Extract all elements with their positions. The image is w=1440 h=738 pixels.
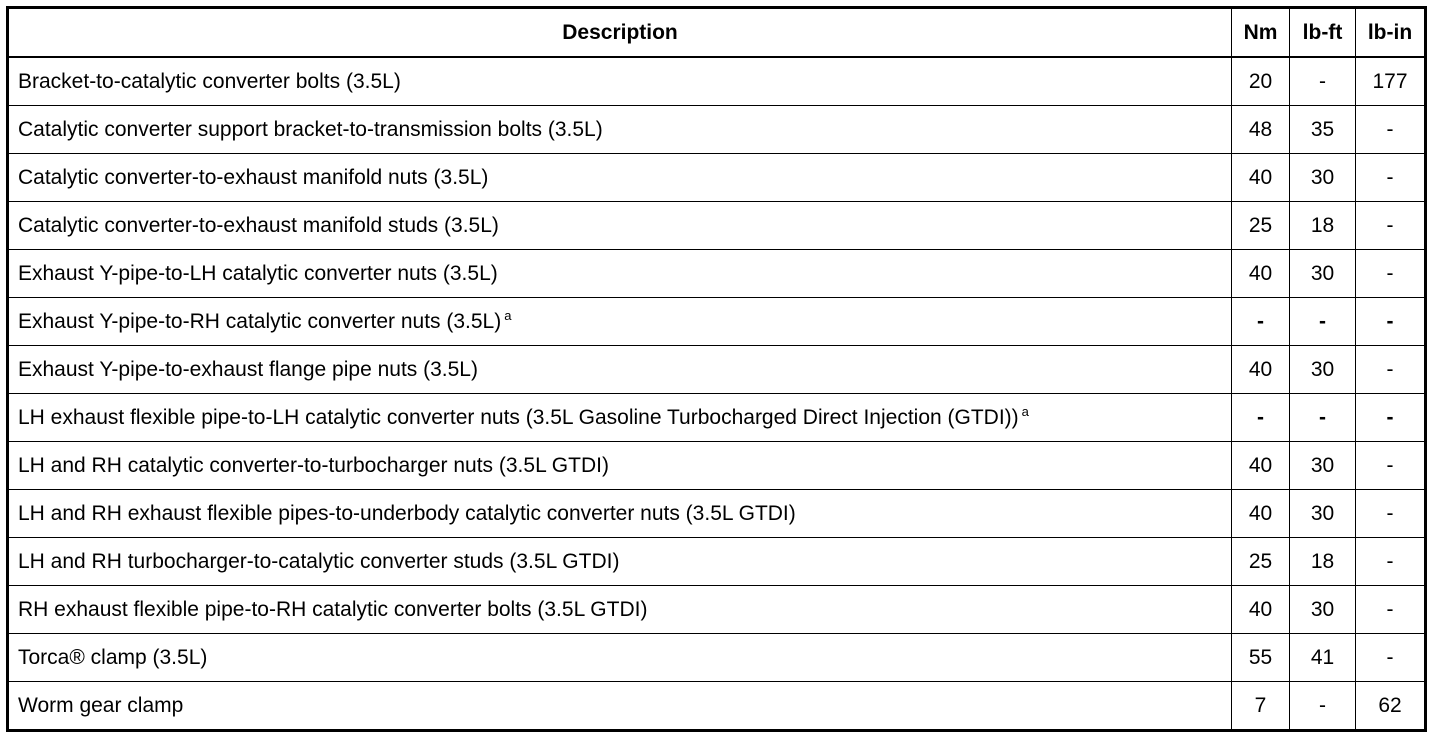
row-lbin-value: -	[1356, 154, 1426, 202]
row-description-cell	[8, 106, 1232, 154]
torque-spec-table	[6, 6, 1427, 732]
row-lbft-value: 30	[1290, 154, 1356, 202]
row-description: LH exhaust flexible pipe-to-LH catalytic converter nuts (3.5L Gasoline Turbocharged Direct Injection (GTDI))	[18, 406, 1019, 429]
table-header	[8, 8, 1426, 58]
table-row	[8, 538, 1426, 586]
row-nm-value: -	[1232, 394, 1290, 442]
row-lbft-value: 30	[1290, 490, 1356, 538]
row-description: Catalytic converter support bracket-to-transmission bolts (3.5L)	[18, 118, 603, 141]
row-lbft-value: 35	[1290, 106, 1356, 154]
table-body	[8, 57, 1426, 731]
footnote-marker: a	[1021, 404, 1029, 419]
row-nm-value: 25	[1232, 538, 1290, 586]
row-lbin-value: -	[1356, 634, 1426, 682]
row-description-cell	[8, 634, 1232, 682]
footnote-marker: a	[504, 308, 512, 323]
row-lbin-value: -	[1356, 490, 1426, 538]
row-lbft-value: -	[1290, 298, 1356, 346]
row-description-cell	[8, 538, 1232, 586]
table-row	[8, 586, 1426, 634]
row-lbft-value: 18	[1290, 538, 1356, 586]
header-description: Description	[8, 8, 1232, 58]
row-lbft-value: -	[1290, 57, 1356, 106]
row-lbin-value: 62	[1356, 682, 1426, 731]
row-lbft-value: -	[1290, 394, 1356, 442]
table-row	[8, 634, 1426, 682]
row-description-cell	[8, 298, 1232, 346]
table-row	[8, 346, 1426, 394]
row-nm-value: 48	[1232, 106, 1290, 154]
row-description: LH and RH exhaust flexible pipes-to-underbody catalytic converter nuts (3.5L GTDI)	[18, 502, 796, 525]
table-row	[8, 442, 1426, 490]
row-lbin-value: -	[1356, 250, 1426, 298]
table-row	[8, 298, 1426, 346]
row-description: Worm gear clamp	[18, 694, 184, 717]
row-nm-value: 20	[1232, 57, 1290, 106]
row-description: Exhaust Y-pipe-to-RH catalytic converter nuts (3.5L)	[18, 310, 502, 333]
row-lbft-value: -	[1290, 682, 1356, 731]
table-row	[8, 250, 1426, 298]
table-row	[8, 682, 1426, 731]
row-description: Torca® clamp (3.5L)	[18, 646, 208, 669]
row-lbft-value: 30	[1290, 586, 1356, 634]
row-description-cell	[8, 250, 1232, 298]
row-nm-value: 40	[1232, 490, 1290, 538]
row-lbin-value: 177	[1356, 57, 1426, 106]
row-description-cell	[8, 442, 1232, 490]
row-description: Exhaust Y-pipe-to-exhaust flange pipe nuts (3.5L)	[18, 358, 478, 381]
row-description-cell	[8, 154, 1232, 202]
row-nm-value: 40	[1232, 346, 1290, 394]
row-lbft-value: 18	[1290, 202, 1356, 250]
header-row	[8, 8, 1426, 58]
row-lbin-value: -	[1356, 586, 1426, 634]
row-description-cell	[8, 346, 1232, 394]
row-lbin-value: -	[1356, 106, 1426, 154]
row-nm-value: 40	[1232, 250, 1290, 298]
row-nm-value: 40	[1232, 154, 1290, 202]
row-description: LH and RH turbocharger-to-catalytic converter studs (3.5L GTDI)	[18, 550, 620, 573]
table-row	[8, 57, 1426, 106]
torque-spec-sheet	[6, 6, 1424, 732]
row-nm-value: 55	[1232, 634, 1290, 682]
row-lbin-value: -	[1356, 346, 1426, 394]
row-lbft-value: 30	[1290, 346, 1356, 394]
row-description-cell	[8, 490, 1232, 538]
row-lbin-value: -	[1356, 442, 1426, 490]
row-description-cell	[8, 586, 1232, 634]
row-nm-value: 25	[1232, 202, 1290, 250]
table-row	[8, 202, 1426, 250]
row-lbin-value: -	[1356, 202, 1426, 250]
row-lbft-value: 30	[1290, 442, 1356, 490]
row-description: Catalytic converter-to-exhaust manifold nuts (3.5L)	[18, 166, 489, 189]
row-lbin-value: -	[1356, 394, 1426, 442]
row-description: Catalytic converter-to-exhaust manifold studs (3.5L)	[18, 214, 499, 237]
row-description-cell	[8, 394, 1232, 442]
row-lbft-value: 41	[1290, 634, 1356, 682]
row-nm-value: -	[1232, 298, 1290, 346]
row-description-cell	[8, 57, 1232, 106]
row-lbin-value: -	[1356, 298, 1426, 346]
row-description-cell	[8, 682, 1232, 731]
row-nm-value: 40	[1232, 442, 1290, 490]
row-description: Exhaust Y-pipe-to-LH catalytic converter nuts (3.5L)	[18, 262, 498, 285]
row-description: RH exhaust flexible pipe-to-RH catalytic converter bolts (3.5L GTDI)	[18, 598, 648, 621]
row-description: Bracket-to-catalytic converter bolts (3.5L)	[18, 70, 401, 93]
row-nm-value: 7	[1232, 682, 1290, 731]
table-row	[8, 490, 1426, 538]
table-row	[8, 106, 1426, 154]
row-lbin-value: -	[1356, 538, 1426, 586]
row-description: LH and RH catalytic converter-to-turbocharger nuts (3.5L GTDI)	[18, 454, 609, 477]
row-description-cell	[8, 202, 1232, 250]
header-nm: Nm	[1232, 8, 1290, 58]
header-lbft: lb-ft	[1290, 8, 1356, 58]
row-nm-value: 40	[1232, 586, 1290, 634]
header-lbin: lb-in	[1356, 8, 1426, 58]
table-row	[8, 154, 1426, 202]
row-lbft-value: 30	[1290, 250, 1356, 298]
table-row	[8, 394, 1426, 442]
